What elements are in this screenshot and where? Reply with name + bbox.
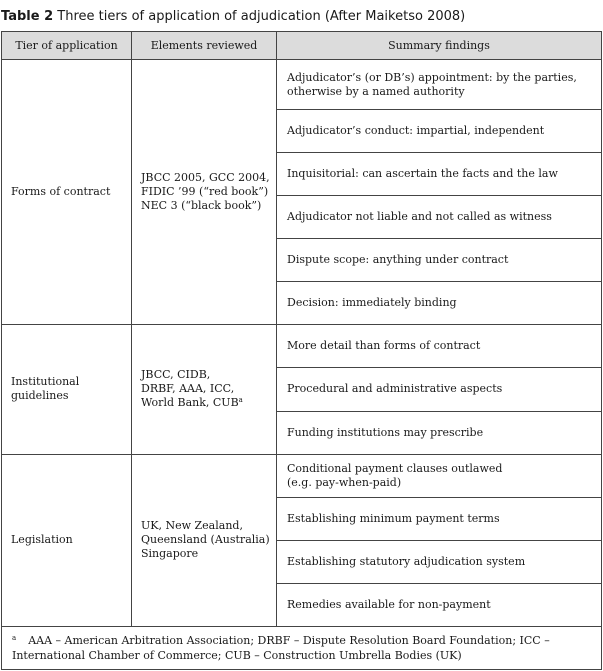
tier-cell — [2, 60, 132, 325]
finding-line: Procedural and administrative aspects — [287, 382, 503, 396]
tier-label: guidelines — [11, 389, 69, 403]
finding-cell — [277, 282, 602, 325]
elements-line: NEC 3 (“black book”) — [141, 199, 262, 213]
finding-cell — [277, 60, 602, 110]
finding-cell — [277, 239, 602, 282]
table-row — [2, 60, 602, 110]
finding-line: Conditional payment clauses outlawed — [287, 461, 503, 475]
tier-label: Forms of contract — [11, 185, 111, 199]
footnote-mark: a — [12, 633, 17, 642]
footnote-row — [2, 626, 602, 669]
finding-line: Decision: immediately binding — [287, 296, 457, 310]
elements-line: World Bank, CUB$^a$ — [141, 396, 243, 410]
table-number: Table 2 — [1, 9, 54, 24]
footnote-line: International Chamber of Commerce; CUB – Construction Umbrella Bodies (UK) — [12, 648, 462, 662]
elements-line: JBCC, CIDB, — [141, 368, 211, 382]
tier-label: Institutional — [11, 375, 80, 389]
finding-cell — [277, 153, 602, 196]
finding-line: More detail than forms of contract — [287, 339, 481, 353]
finding-cell — [277, 110, 602, 153]
finding-cell — [277, 411, 602, 454]
elements-cell — [132, 325, 277, 454]
elements-line: Singapore — [141, 547, 199, 561]
tier-label: Legislation — [11, 533, 73, 547]
footnote — [2, 626, 602, 669]
finding-line: Adjudicator not liable and not called as witness — [287, 210, 552, 224]
header-elements: Elements reviewed — [132, 32, 277, 60]
finding-line: (e.g. pay-when-paid) — [287, 475, 402, 489]
finding-cell — [277, 583, 602, 626]
finding-cell — [277, 540, 602, 583]
adjudication-tiers-table — [1, 31, 602, 670]
finding-cell — [277, 497, 602, 540]
table-row — [2, 325, 602, 368]
finding-line: Adjudicator’s (or DB’s) appointment: by the parties, — [287, 70, 577, 84]
elements-line: UK, New Zealand, — [141, 519, 243, 533]
elements-line: DRBF, AAA, ICC, — [141, 382, 235, 396]
tier-cell — [2, 454, 132, 626]
tier-cell — [2, 325, 132, 454]
elements-line: Queensland (Australia) — [141, 533, 270, 547]
finding-cell — [277, 325, 602, 368]
footnote-line — [12, 633, 591, 648]
elements-cell — [132, 60, 277, 325]
finding-cell — [277, 196, 602, 239]
elements-line: FIDIC ’99 (“red book”) — [141, 185, 269, 199]
finding-line: Dispute scope: anything under contract — [287, 253, 509, 267]
header-row — [2, 32, 602, 60]
table-row — [2, 454, 602, 497]
finding-cell — [277, 454, 602, 497]
header-tier: Tier of application — [2, 32, 132, 60]
elements-line: JBCC 2005, GCC 2004, — [141, 171, 270, 185]
finding-line: Adjudicator’s conduct: impartial, independent — [287, 124, 545, 138]
finding-line: Remedies available for non-payment — [287, 597, 491, 611]
elements-cell — [132, 454, 277, 626]
table-title: Three tiers of application of adjudication (After Maiketso 2008) — [53, 9, 466, 24]
footnote-marker: a — [238, 396, 243, 405]
finding-line: Inquisitorial: can ascertain the facts and the law — [287, 167, 558, 181]
header-findings: Summary findings — [277, 32, 602, 60]
finding-line: Establishing statutory adjudication system — [287, 554, 526, 568]
finding-line: Funding institutions may prescribe — [287, 425, 484, 439]
finding-line: otherwise by a named authority — [287, 84, 465, 98]
finding-line: Establishing minimum payment terms — [287, 511, 500, 525]
table-caption — [1, 8, 465, 25]
footnote-text: AAA – American Arbitration Association; DRBF – Dispute Resolution Board Foundation; ICC – — [28, 633, 550, 647]
finding-cell — [277, 368, 602, 411]
